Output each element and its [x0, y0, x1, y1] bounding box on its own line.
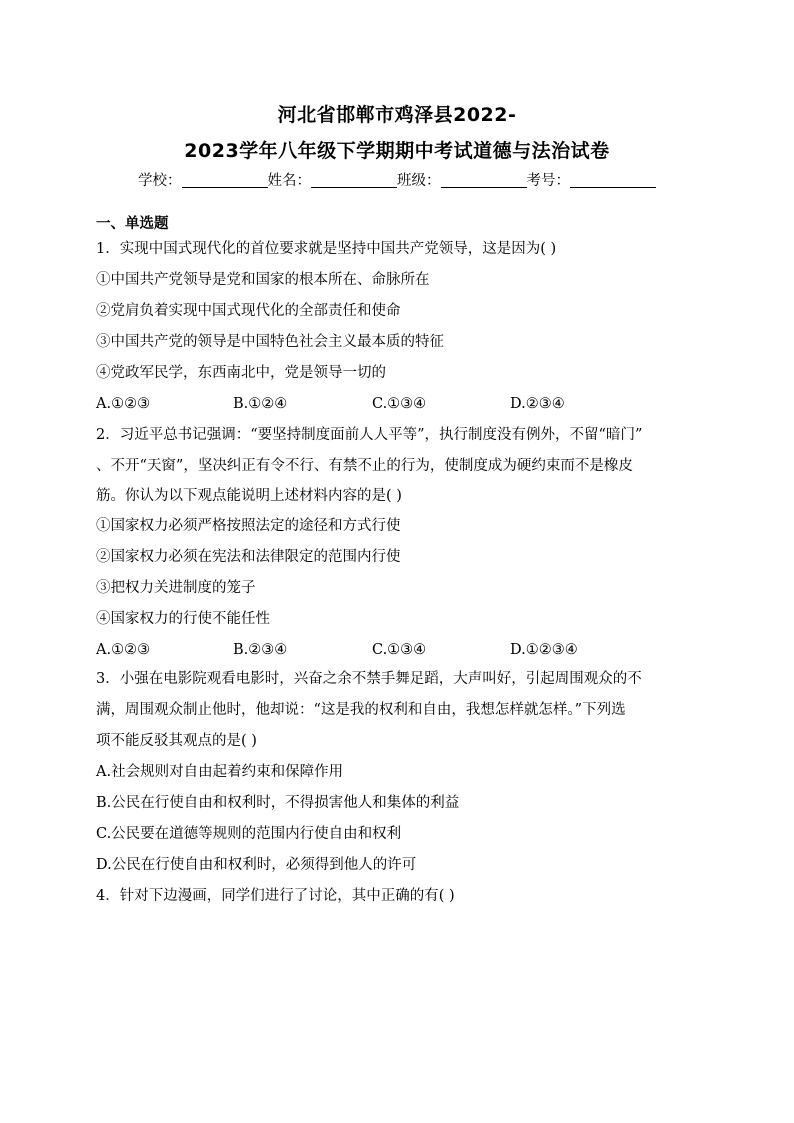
question-2-statement-4: ④国家权力的行使不能任性: [96, 611, 270, 627]
question-3-option-a[interactable]: A.社会规则对自由起着约束和保障作用: [96, 764, 344, 780]
student-info-row: [0, 171, 794, 191]
question-2-option-b[interactable]: B.②③④: [233, 642, 288, 658]
question-1-statement-2: ②党肩负着实现中国式现代化的全部责任和使命: [96, 303, 401, 319]
question-1-option-c[interactable]: C.①③④: [372, 396, 427, 412]
exam-title-line1: 河北省邯郸市鸡泽县2022-: [277, 104, 517, 126]
question-1-statement-4: ④党政军民学，东西南北中，党是领导一切的: [96, 365, 386, 381]
question-2-statement-1: ①国家权力必须严格按照法定的途径和方式行使: [96, 518, 401, 534]
question-3-stem-line3: 项不能反驳其观点的是( ): [96, 733, 257, 749]
question-1-option-d[interactable]: D.②③④: [510, 396, 565, 412]
section-title: 一、单选题: [96, 216, 169, 232]
question-2-statement-2: ②国家权力必须在宪法和法律限定的范围内行使: [96, 549, 401, 565]
question-1-statement-3: ③中国共产党的领导是中国特色社会主义最本质的特征: [96, 334, 444, 350]
class-label: 班级：: [397, 173, 441, 189]
question-1-option-b[interactable]: B.①②④: [233, 396, 288, 412]
question-1-statement-1: ①中国共产党领导是党和国家的根本所在、命脉所在: [96, 272, 430, 288]
question-1-option-a[interactable]: A.①②③: [96, 396, 151, 412]
school-label: 学校：: [138, 173, 182, 189]
question-2-option-c[interactable]: C.①③④: [372, 642, 427, 658]
question-2-statement-3: ③把权力关进制度的笼子: [96, 580, 256, 596]
question-2-stem-line1: 2．习近平总书记强调：“要坚持制度面前人人平等”，执行制度没有例外，不留“暗门”: [96, 427, 643, 443]
question-3-option-d[interactable]: D.公民在行使自由和权利时，必须得到他人的许可: [96, 857, 417, 873]
question-2-stem-line2: 、不开“天窗”，坚决纠正有令不行、有禁不止的行为，使制度成为硬约束而不是橡皮: [96, 458, 633, 474]
question-2-stem-line3: 筋。你认为以下观点能说明上述材料内容的是( ): [96, 488, 402, 504]
exam-title-line2: 2023学年八年级下学期期中考试道德与法治试卷: [184, 140, 610, 162]
question-3-option-b[interactable]: B.公民在行使自由和权利时，不得损害他人和集体的利益: [96, 795, 460, 811]
exam-number-blank[interactable]: [570, 173, 656, 188]
exam-number-label: 考号：: [526, 173, 570, 189]
question-3-stem-line1: 3．小强在电影院观看电影时，兴奋之余不禁手舞足蹈，大声叫好，引起周围观众的不: [96, 671, 642, 687]
question-2-option-a[interactable]: A.①②③: [96, 642, 151, 658]
name-blank[interactable]: [311, 173, 397, 188]
question-3-option-c[interactable]: C.公民要在道德等规则的范围内行使自由和权利: [96, 826, 402, 842]
question-3-stem-line2: 满，周围观众制止他时，他却说：“这是我的权利和自由，我想怎样就怎样。”下列选: [96, 702, 626, 718]
question-1-stem: 1．实现中国式现代化的首位要求就是坚持中国共产党领导，这是因为( ): [96, 241, 557, 257]
question-2-option-d[interactable]: D.①②③④: [510, 642, 578, 658]
school-blank[interactable]: [182, 173, 268, 188]
name-label: 姓名：: [267, 173, 311, 189]
question-4-stem: 4．针对下边漫画，同学们进行了讨论，其中正确的有( ): [96, 888, 455, 904]
class-blank[interactable]: [441, 173, 527, 188]
